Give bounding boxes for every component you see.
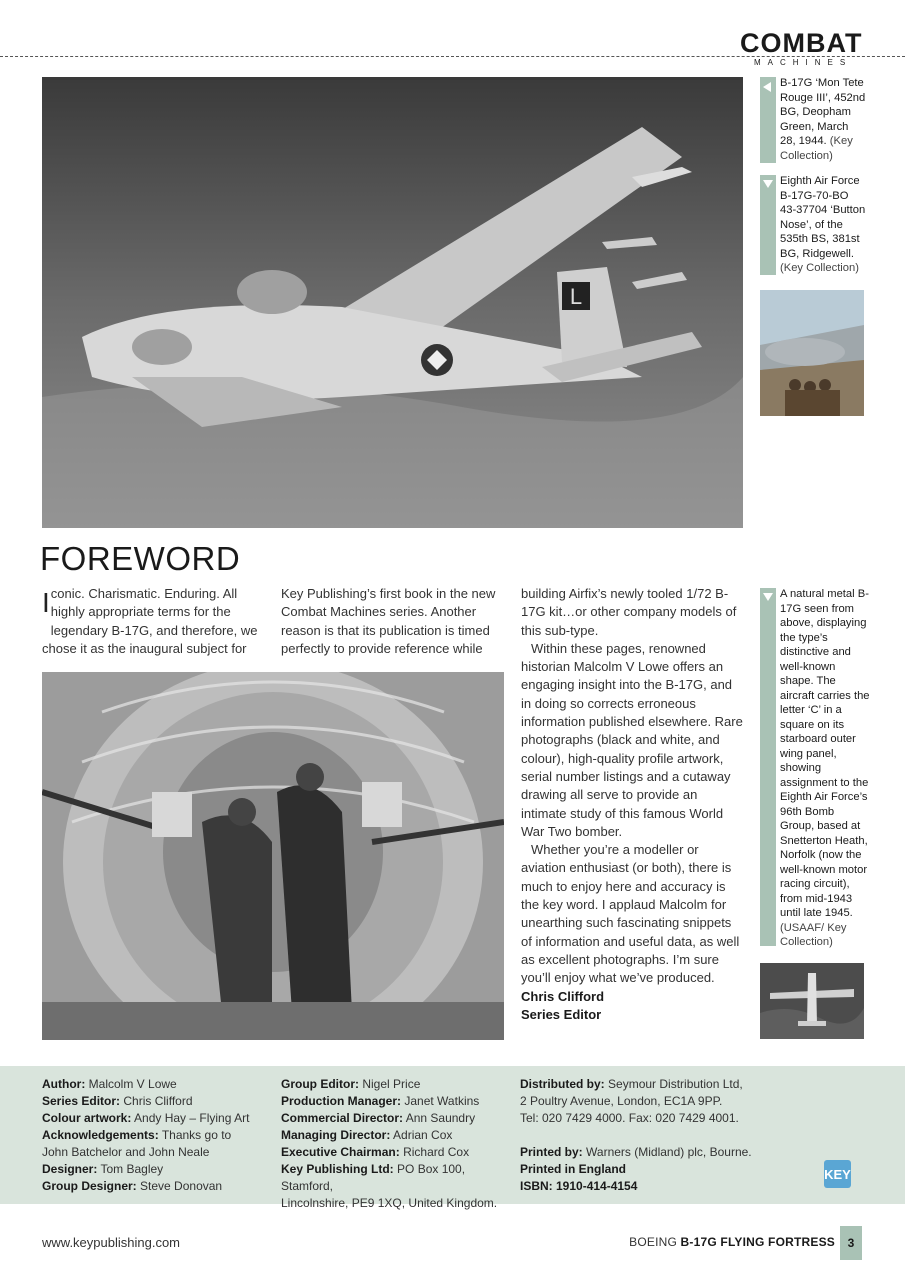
credit-line: Acknowledgements: Thanks go to	[42, 1128, 232, 1142]
credit-line: Managing Director: Adrian Cox	[281, 1128, 453, 1142]
credit-line: Lincolnshire, PE9 1XQ, United Kingdom.	[281, 1196, 498, 1210]
credits-panel	[0, 1066, 905, 1210]
credit-line: ISBN: 1910-414-4154	[520, 1179, 638, 1193]
article-column-3	[521, 585, 743, 1024]
b17-overhead-photo	[760, 963, 864, 1039]
key-publishing-logo: KEY	[824, 1160, 851, 1188]
caption-top-down	[780, 174, 866, 276]
credit-line: Key Publishing Ltd: PO Box 100, Stamford,	[281, 1162, 466, 1193]
credits-column-3	[520, 1076, 760, 1195]
caption-marker-down	[760, 175, 776, 275]
arrow-down-icon	[763, 593, 773, 601]
caption-credit: (Key Collection)	[780, 262, 859, 274]
crew-colour-photo	[760, 290, 864, 416]
credit-line	[520, 1127, 760, 1144]
credit-line: Production Manager: Janet Watkins	[281, 1094, 480, 1108]
credits-column-1	[42, 1076, 272, 1195]
signature-title: Series Editor	[521, 1006, 602, 1022]
credit-line: Series Editor: Chris Clifford	[42, 1094, 193, 1108]
credit-line: Printed by: Warners (Midland) plc, Bourne.	[520, 1145, 752, 1159]
caption-top-left	[780, 76, 866, 163]
footer-title: BOEING B-17G FLYING FORTRESS	[629, 1235, 835, 1249]
combat-machines-logo	[740, 28, 865, 68]
credit-line: Commercial Director: Ann Saundry	[281, 1111, 476, 1125]
waist-gunners-photo	[42, 672, 504, 1040]
credit-line: Colour artwork: Andy Hay – Flying Art	[42, 1111, 250, 1125]
caption-marker-side	[760, 588, 776, 946]
credit-line: Group Designer: Steve Donovan	[42, 1179, 223, 1193]
credit-line: Printed in England	[520, 1162, 627, 1176]
caption-credit: (Key Collection)	[780, 135, 853, 162]
page-number: 3	[840, 1226, 862, 1260]
arrow-down-icon	[763, 180, 773, 188]
column-3-para-2: Within these pages, renowned historian Malcolm V Lowe offers an engaging insight into the B-17G, and in doing so corrects erroneous information published elsewhere. Rare photographs (black and white, and colour), high-quality profile artwork, serial number listings and a cutaway drawing all serve to provide an intimate study of this famous World War Two bomber.	[521, 640, 743, 839]
credit-line: Executive Chairman: Richard Cox	[281, 1145, 470, 1159]
article-column-1	[42, 585, 264, 658]
footer-url[interactable]: www.keypublishing.com	[42, 1235, 181, 1250]
credit-line: Distributed by: Seymour Distribution Ltd,	[520, 1077, 743, 1091]
caption-credit: (USAAF/ Key Collection)	[780, 921, 847, 948]
dropcap: I	[42, 587, 50, 618]
column-1-text: conic. Charismatic. Enduring. All highly appropriate terms for the legendary B-17G, and therefore, we chose it as the inaugural subject for	[42, 586, 258, 656]
credit-line: Designer: Tom Bagley	[42, 1162, 164, 1176]
logo-main-text: COMBAT	[740, 28, 863, 58]
caption-text: Eighth Air Force B-17G-70-BO 43-37704 ‘Button Nose’, of the 535th BS, 381st BG, Ridgewell.	[780, 175, 866, 260]
credit-line: 2 Poultry Avenue, London, EC1A 9PP.	[520, 1094, 723, 1108]
signature-name: Chris Clifford	[521, 988, 605, 1004]
credits-column-2	[281, 1076, 513, 1212]
column-3-para-3: Whether you’re a modeller or aviation enthusiast (or both), there is much to enjoy here and accuracy is the key word. I applaud Malcolm for unearthing such fascinating snippets of information and useful data, as well as excellent photographs. I’m sure you’ll enjoy what we’ve produced.	[521, 842, 740, 986]
caption-marker-left	[760, 77, 776, 163]
caption-text: B-17G ‘Mon Tete Rouge III’, 452nd BG, Deopham Green, March 28, 1944.	[780, 77, 866, 147]
credit-line: John Batchelor and John Neale	[42, 1145, 210, 1159]
caption-text: A natural metal B-17G seen from above, displaying the type’s distinctive and well-known shape. The aircraft carries the letter ‘C’ in a square on its starboard outer wing panel, showing assignment to the Eighth Air Force’s 96th Bomb Group, based at Snetterton Heath, Norfolk (now the well-known motor racing circuit), from mid-1943 until late 1945.	[780, 588, 870, 919]
credit-line: Tel: 020 7429 4000. Fax: 020 7429 4001.	[520, 1111, 739, 1125]
b17-formation-photo	[42, 77, 743, 528]
logo-sub-text: MACHINES	[754, 58, 853, 67]
caption-side	[780, 587, 870, 950]
arrow-left-icon	[763, 82, 771, 92]
credit-line: Group Editor: Nigel Price	[281, 1077, 421, 1091]
svg-text:L: L	[569, 284, 583, 309]
article-column-2	[281, 585, 503, 658]
column-3-para-1: building Airfix’s newly tooled 1/72 B-17G kit…or other company models of this sub-type.	[521, 586, 737, 638]
credit-line: Author: Malcolm V Lowe	[42, 1077, 177, 1091]
column-2-text: Key Publishing’s first book in the new Combat Machines series. Another reason is that its publication is timed perfectly to provide reference while	[281, 586, 496, 656]
page-title: FOREWORD	[40, 540, 241, 577]
